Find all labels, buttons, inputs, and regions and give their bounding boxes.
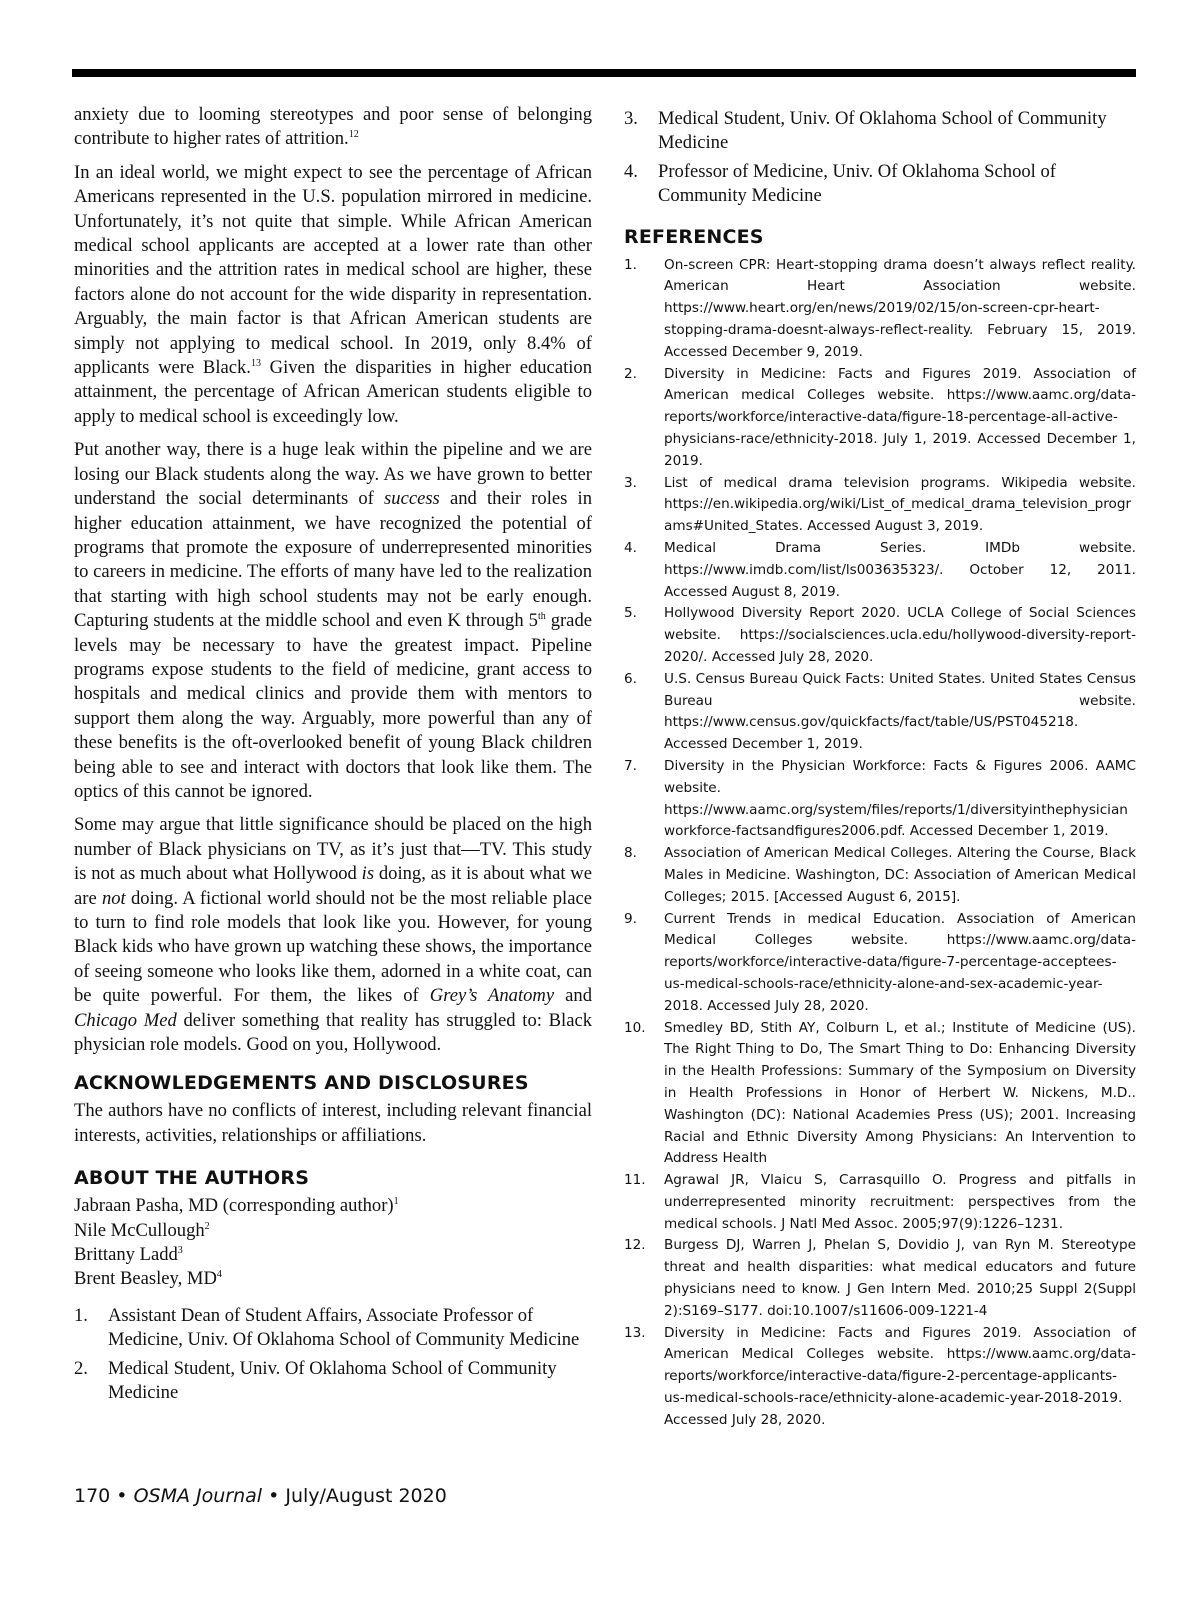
issue-date: July/August 2020 — [285, 1485, 447, 1507]
affiliation-list-continued — [624, 107, 1136, 209]
author-name: Brittany Ladd$^3$ — [74, 1244, 183, 1266]
author-list — [74, 1194, 592, 1292]
right-column — [624, 107, 1136, 1432]
reference-item: 1. On-screen CPR: Heart-stopping drama doesn’t always reflect reality. American Heart Association website. https://www.heart.org/en/news/2019/02/15/on-screen-cpr-heart-stopping-drama-doesnt-always-reflect-reality. February 15, 2019. Accessed December 9, 2019. — [624, 256, 1136, 360]
citation-superscript: 13 — [250, 358, 261, 370]
acknowledgements-text: The authors have no conflicts of interest, including relevant financial interests, activities, relationships or affiliations. — [74, 1100, 592, 1146]
reference-item: 13. Diversity in Medicine: Facts and Figures 2019. Association of American Medical Colleges website. https://www.aamc.org/data-reports/workforce/interactive-data/figure-2-percentage-applicants-us-medical-schools-race/ethnicity-alone-academic-year-2018-2019. Accessed July 28, 2020. — [624, 1324, 1136, 1428]
top-rule — [72, 69, 1136, 77]
references-heading: REFERENCES — [624, 225, 764, 248]
journal-name: OSMA Journal — [133, 1485, 263, 1507]
affiliation-item: 4. Professor of Medicine, Univ. Of Oklahoma School of Community Medicine — [624, 160, 1056, 207]
reference-item: 5. Hollywood Diversity Report 2020. UCLA College of Social Sciences website. https://socialsciences.ucla.edu/hollywood-diversity-report-2020/. Accessed July 28, 2020. — [624, 605, 1136, 665]
left-column — [74, 103, 592, 1410]
affiliation-item: 2. Medical Student, Univ. Of Oklahoma School of Community Medicine — [74, 1357, 557, 1404]
page-footer: 170 • OSMA Journal • July/August 2020 — [74, 1485, 447, 1507]
reference-item: 2. Diversity in Medicine: Facts and Figures 2019. Association of American medical Colleges website. https://www.aamc.org/data-reports/workforce/interactive-data/figure-18-percentage-all-active-physicians-race/ethnicity-2018. July 1, 2019. Accessed December 1, 2019. — [624, 365, 1136, 469]
reference-item: 3. List of medical drama television programs. Wikipedia website. https://en.wikipedia.org/wiki/List_of_medical_drama_television_programs#United_States. Accessed August 3, 2019. — [624, 474, 1136, 535]
reference-item: 8. Association of American Medical Colleges. Altering the Course, Black Males in Medicine. Washington, DC: Association of American Medical Colleges; 2015. [Accessed August 6, 2015]. — [624, 845, 1136, 905]
affiliation-list — [74, 1304, 592, 1406]
author-name: Jabraan Pasha, MD (corresponding author)$^1$ — [74, 1195, 399, 1217]
affiliation-item: 1. Assistant Dean of Student Affairs, Associate Professor of Medicine, Univ. Of Oklahoma School of Community Medicine — [74, 1304, 580, 1351]
affiliation-item: 3. Medical Student, Univ. Of Oklahoma School of Community Medicine — [624, 108, 1107, 154]
reference-item: 12. Burgess DJ, Warren J, Phelan S, Dovidio J, van Ryn M. Stereotype threat and health disparities: what medical educators and future physicians need to know. J Gen Intern Med. 2010;25 Suppl 2(Suppl 2):S169–S177. doi:10.1007/s11606-009-1221-4 — [624, 1237, 1136, 1319]
reference-item: 4. Medical Drama Series. IMDb website. https://www.imdb.com/list/ls003635323/. October 12, 2011. Accessed August 8, 2019. — [624, 539, 1136, 600]
paragraph-2: In an ideal world, we might expect to see the percentage of African Americans represented in the U.S. population mirrored in medicine. Unfortunately, it’s not quite that simple. While African American medical school applicants are accepted at a lower rate than other minorities and the attrition rates in medical school are higher, these factors alone do not account for the wide disparity in representation. Arguably, the main factor is that African American students are simply not applying to medical school. In 2019, only 8.4% of applicants were Black.$^{13}$ Given the disparities in higher education attainment, the percentage of African American students eligible to apply to medical school is exceedingly low. — [74, 161, 592, 427]
reference-item: 10. Smedley BD, Stith AY, Colburn L, et al.; Institute of Medicine (US). The Right Thing to Do, The Smart Thing to Do: Enhancing Diversity in the Health Professions: Summary of the Symposium on Diversity in Health Professions in Honor of Herbert W. Nickens, M.D.. Washington (DC): National Academies Press (US); 2001. Increasing Racial and Ethnic Diversity Among Physicians: An Intervention to Address Health — [624, 1019, 1136, 1167]
author-name: Nile McCullough$^2$ — [74, 1219, 210, 1241]
author-name: Brent Beasley, $MD^4$ — [74, 1268, 222, 1290]
paragraph-4: Some may argue that little significance should be placed on the high number of Black physicians on TV, as it’s just that—TV. This study is not as much about what Hollywood is doing, as it is about what we are not doing. A fictional world should not be the most reliable place to turn to find role models that look like you. However, for young Black kids who have grown up watching these shows, the importance of seeing someone who looks like them, adorned in a white coat, can be quite powerful. For them, the likes of Grey’s Anatomy and Chicago Med deliver something that reality has struggled to: Black physician role models. Good on you, Hollywood. — [74, 814, 593, 1056]
about-authors-heading: ABOUT THE AUTHORS — [74, 1167, 310, 1190]
reference-item: 11. Agrawal JR, Vlaicu S, Carrasquillo O. Progress and pitfalls in underrepresented minority recruitment: perspectives from the medical schools. J Natl Med Assoc. 2005;97(9):1226–1231. — [624, 1172, 1136, 1232]
page-number: 170 — [74, 1485, 111, 1507]
reference-item: 6. U.S. Census Bureau Quick Facts: United States. United States Census Bureau website. https://www.census.gov/quickfacts/fact/table/US/PST045218. Accessed December 1, 2019. — [624, 670, 1136, 753]
acknowledgements-heading: ACKNOWLEDGEMENTS AND DISCLOSURES — [74, 1072, 529, 1095]
citation-superscript: 12 — [348, 129, 359, 141]
reference-item: 9. Current Trends in medical Education. Association of American Medical Colleges website. https://www.aamc.org/data-reports/workforce/interactive-data/figure-7-percentage-acceptees-us-medical-schools-race/ethnicity-alone-and-sex-academic-year-2018. Accessed July 28, 2020. — [624, 910, 1136, 1014]
paragraph-1: anxiety due to looming stereotypes and poor sense of belonging contribute to higher rates of attrition.$^{12}$ — [74, 104, 592, 150]
reference-list — [624, 255, 1136, 1432]
paragraph-3: Put another way, there is a huge leak within the pipeline and we are losing our Black students along the way. As we have grown to better understand the social determinants of success and their roles in higher education attainment, we have recognized the potential of programs that promote the exposure of underrepresented minorities to careers in medicine. The efforts of many have led to the realization that starting with high school students may not be early enough. Capturing students at the middle school and even K through 5th grade levels may be necessary to have the greatest impact. Pipeline programs expose students to the field of medicine, grant access to hospitals and medical clinics and provide them with mentors to support them along the way. Arguably, more powerful than any of these benefits is the oft-overlooked benefit of young Black children being able to see and interact with doctors that look like them. The optics of this cannot be ignored. — [74, 439, 592, 802]
reference-item: 7. Diversity in the Physician Workforce: Facts & Figures 2006. AAMC website. https://www.aamc.org/system/files/reports/1/diversityinthephysicianworkforce-factsandfigures2006.pdf. Accessed December 1, 2019. — [624, 757, 1136, 840]
